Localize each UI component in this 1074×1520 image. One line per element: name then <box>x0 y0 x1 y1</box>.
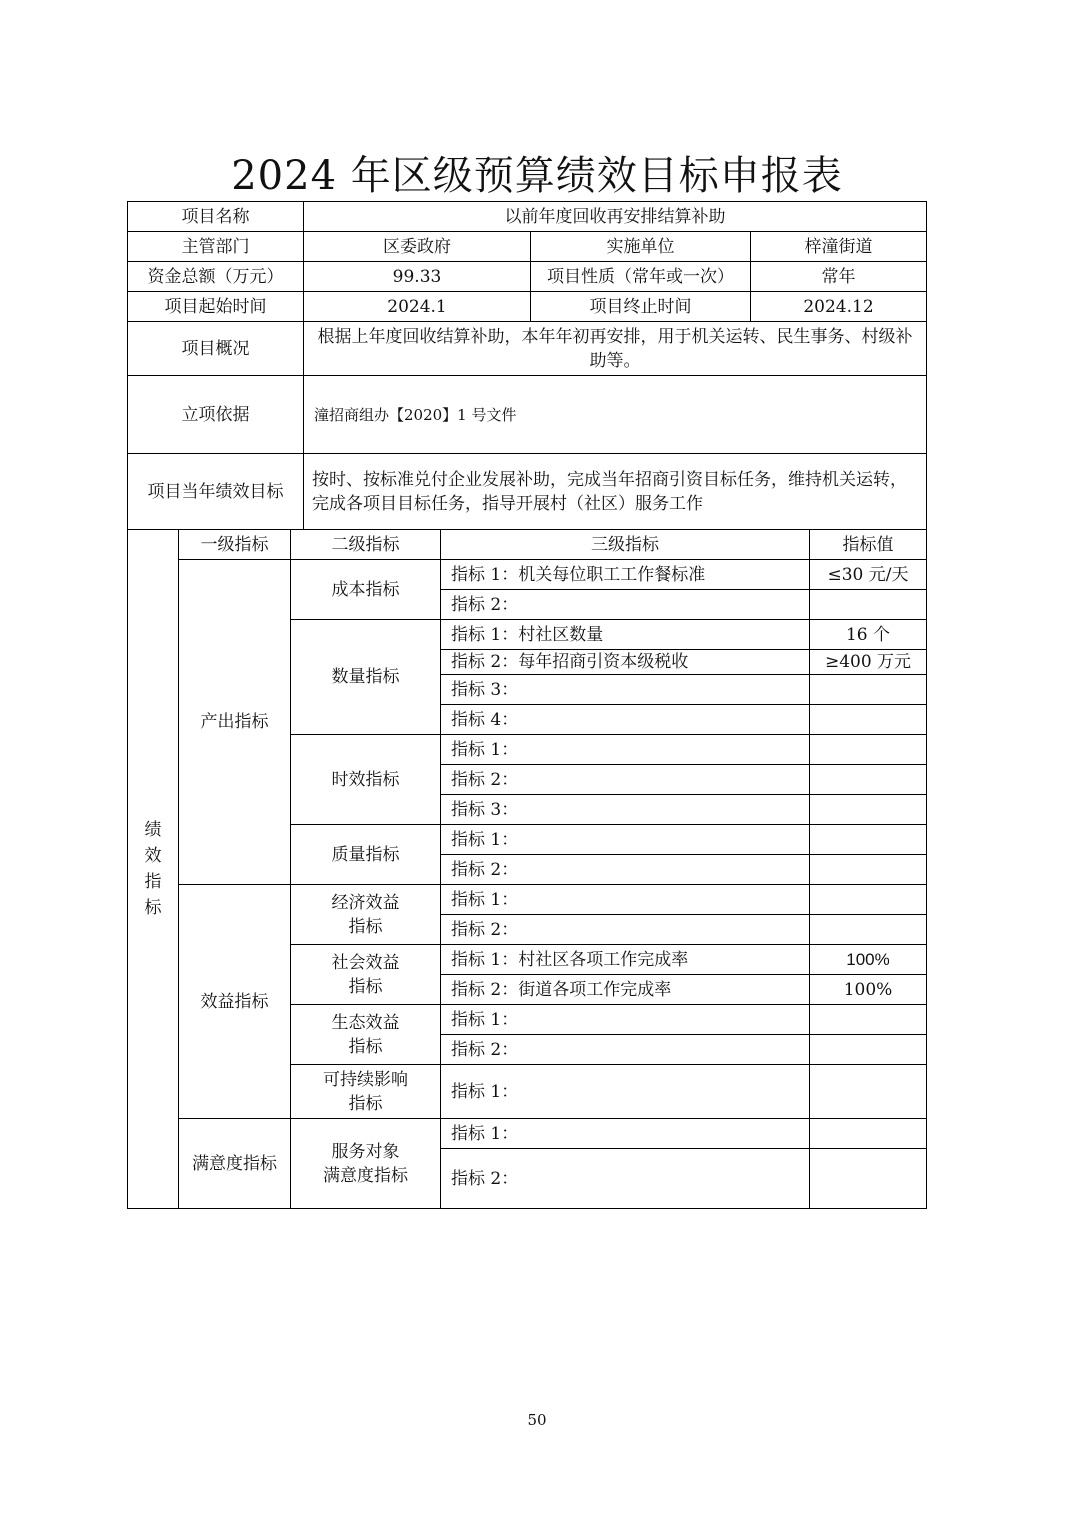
output-indicator-label: 产出指标 <box>179 560 291 885</box>
header-level3: 三级指标 <box>441 530 810 560</box>
indicator-value <box>810 915 927 945</box>
dept-value: 区委政府 <box>304 232 531 262</box>
indicator-text: 指标 1： <box>441 735 810 765</box>
overview-value: 根据上年度回收结算补助，本年年初再安排，用于机关运转、民生事务、村级补助等。 <box>304 322 927 376</box>
cost-indicator-label: 成本指标 <box>291 560 441 620</box>
indicator-value <box>810 825 927 855</box>
row-basis <box>128 376 927 454</box>
fund-value: 99.33 <box>304 262 531 292</box>
indicator-value: ≤30 元/天 <box>810 560 927 590</box>
indicator-text: 指标 1： <box>441 1005 810 1035</box>
goal-label: 项目当年绩效目标 <box>128 454 304 530</box>
indicator-text: 指标 2： <box>441 590 810 620</box>
table-row <box>128 560 927 590</box>
indicator-value <box>810 765 927 795</box>
performance-indicator-label: 绩 效 指 标 <box>128 530 179 1209</box>
indicator-value: 100% <box>810 975 927 1005</box>
benefit-indicator-label: 效益指标 <box>179 885 291 1119</box>
indicator-text: 指标 1： <box>441 1119 810 1149</box>
indicator-text: 指标 1： <box>441 1065 810 1119</box>
nature-value: 常年 <box>751 262 927 292</box>
indicator-value <box>810 1005 927 1035</box>
quantity-indicator-label: 数量指标 <box>291 620 441 735</box>
indicator-text: 指标 1：村社区各项工作完成率 <box>441 945 810 975</box>
indicator-text: 指标 2： <box>441 915 810 945</box>
start-label: 项目起始时间 <box>128 292 304 322</box>
indicator-text: 指标 3： <box>441 675 810 705</box>
sustainable-indicator-label: 可持续影响 指标 <box>291 1065 441 1119</box>
indicator-value <box>810 735 927 765</box>
budget-form <box>127 201 926 1209</box>
indicator-text: 指标 2： <box>441 1149 810 1209</box>
end-label: 项目终止时间 <box>531 292 751 322</box>
indicator-value <box>810 590 927 620</box>
indicator-text: 指标 2： <box>441 855 810 885</box>
row-overview <box>128 322 927 376</box>
table-row <box>128 1119 927 1149</box>
indicator-value <box>810 1119 927 1149</box>
indicator-value <box>810 1035 927 1065</box>
indicator-value: ≥400 万元 <box>810 650 927 675</box>
row-project-name <box>128 202 927 232</box>
indicator-value: 16 个 <box>810 620 927 650</box>
timeliness-indicator-label: 时效指标 <box>291 735 441 825</box>
table-row <box>128 885 927 915</box>
indicator-text: 指标 1： <box>441 825 810 855</box>
dept-label: 主管部门 <box>128 232 304 262</box>
social-indicator-label: 社会效益 指标 <box>291 945 441 1005</box>
indicator-value <box>810 795 927 825</box>
row-fund <box>128 262 927 292</box>
satisfaction-indicator-label: 满意度指标 <box>179 1119 291 1209</box>
nature-label: 项目性质（常年或一次） <box>531 262 751 292</box>
indicator-text: 指标 3： <box>441 795 810 825</box>
indicator-header-row <box>128 530 927 560</box>
project-name-value: 以前年度回收再安排结算补助 <box>304 202 927 232</box>
row-dept <box>128 232 927 262</box>
fund-label: 资金总额（万元） <box>128 262 304 292</box>
row-time <box>128 292 927 322</box>
header-level2: 二级指标 <box>291 530 441 560</box>
indicator-value <box>810 885 927 915</box>
economic-indicator-label: 经济效益 指标 <box>291 885 441 945</box>
row-goal <box>128 454 927 530</box>
unit-value: 梓潼街道 <box>751 232 927 262</box>
indicator-text: 指标 1：机关每位职工工作餐标准 <box>441 560 810 590</box>
indicator-value <box>810 705 927 735</box>
indicator-text: 指标 1：村社区数量 <box>441 620 810 650</box>
indicator-text: 指标 1： <box>441 885 810 915</box>
ecological-indicator-label: 生态效益 指标 <box>291 1005 441 1065</box>
indicator-text: 指标 2：街道各项工作完成率 <box>441 975 810 1005</box>
indicator-text: 指标 4： <box>441 705 810 735</box>
overview-label: 项目概况 <box>128 322 304 376</box>
indicator-text: 指标 2： <box>441 765 810 795</box>
indicator-text: 指标 2： <box>441 1035 810 1065</box>
header-value: 指标值 <box>810 530 927 560</box>
project-name-label: 项目名称 <box>128 202 304 232</box>
indicator-value <box>810 675 927 705</box>
indicator-value <box>810 855 927 885</box>
indicator-value: 100% <box>810 945 927 975</box>
page-title: 2024 年区级预算绩效目标申报表 <box>231 153 843 199</box>
indicator-value <box>810 1149 927 1209</box>
basis-value: 潼招商组办【2020】1 号文件 <box>304 376 927 454</box>
indicator-value <box>810 1065 927 1119</box>
page-number: 50 <box>527 1411 547 1429</box>
unit-label: 实施单位 <box>531 232 751 262</box>
quality-indicator-label: 质量指标 <box>291 825 441 885</box>
form-table <box>127 201 927 1209</box>
basis-label: 立项依据 <box>128 376 304 454</box>
goal-value: 按时、按标准兑付企业发展补助，完成当年招商引资目标任务，维持机关运转，完成各项目目标任务，指导开展村（社区）服务工作 <box>304 454 927 530</box>
indicator-text: 指标 2：每年招商引资本级税收 <box>441 650 810 675</box>
header-level1: 一级指标 <box>179 530 291 560</box>
end-value: 2024.12 <box>751 292 927 322</box>
start-value: 2024.1 <box>304 292 531 322</box>
service-indicator-label: 服务对象 满意度指标 <box>291 1119 441 1209</box>
